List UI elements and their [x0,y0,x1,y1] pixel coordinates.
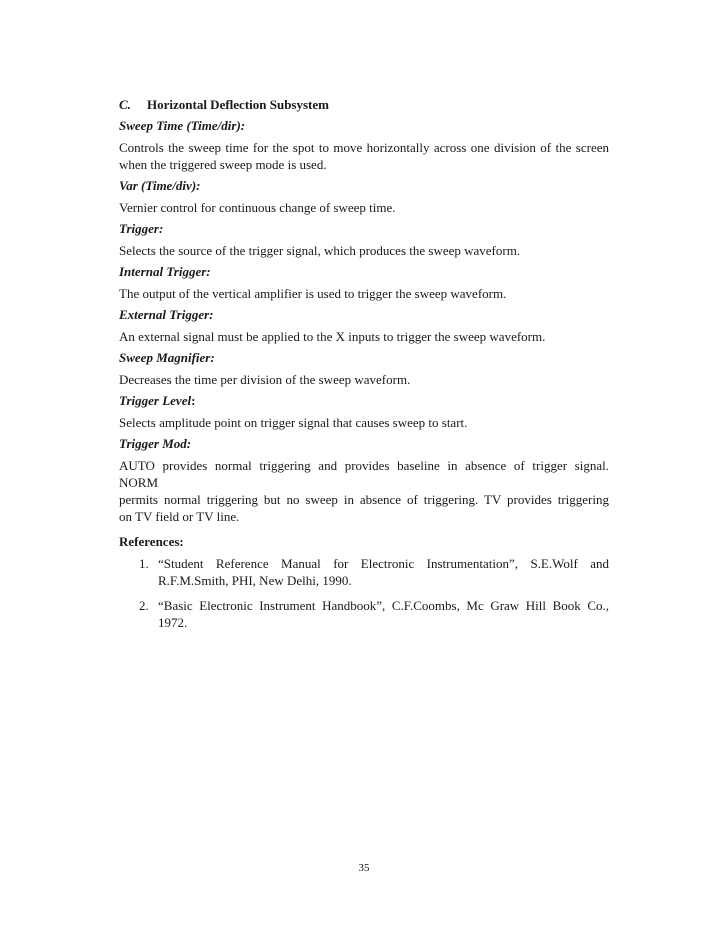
reference-line: “Basic Electronic Instrument Handbook”, C.F.Coombs, Mc Graw Hill Book Co., [158,598,609,613]
reference-line: 1972. [158,615,188,630]
reference-number: 1. [139,556,149,571]
section-title: Horizontal Deflection Subsystem [147,97,329,112]
reference-line: R.F.M.Smith, PHI, New Delhi, 1990. [158,573,352,588]
references-list [119,555,609,631]
term-trigger-level [119,392,609,409]
desc-trigger-mod [119,457,609,525]
reference-line: “Student Reference Manual for Electronic Instrumentation”, S.E.Wolf and [158,556,609,571]
page-number: 35 [358,862,370,874]
desc-line: NORM [119,475,159,490]
desc-trigger-level [119,414,609,431]
term-sweep-time: Sweep Time (Time/dir): [119,118,246,133]
desc-line: Vernier control for continuous change of sweep time. [119,200,396,215]
document-body [119,96,609,639]
term-internal-trigger: Internal Trigger: [119,264,211,279]
desc-line: Selects amplitude point on trigger signal that causes sweep to start. [119,415,468,430]
desc-line: Controls the sweep time for the spot to move horizontally across one division of the screen [119,140,609,155]
desc-line: Decreases the time per division of the sweep waveform. [119,372,411,387]
term-trigger-level-colon: : [191,393,196,408]
section-heading [119,96,609,113]
desc-external-trigger [119,328,609,345]
term-trigger-level-label: Trigger Level [119,393,192,408]
desc-line: The output of the vertical amplifier is used to trigger the sweep waveform. [119,286,507,301]
term-var: Var (Time/div): [119,178,201,193]
desc-line: when the triggered sweep mode is used. [119,157,327,172]
desc-line: permits normal triggering but no sweep in absence of triggering. TV provides triggering [119,492,609,507]
reference-number: 2. [139,598,149,613]
term-external-trigger: External Trigger: [119,307,214,322]
reference-item [119,597,609,631]
desc-sweep-time [119,139,609,173]
reference-item [119,555,609,589]
desc-line: AUTO provides normal triggering and provides baseline in absence of trigger signal. [119,458,609,473]
desc-line: An external signal must be applied to the X inputs to trigger the sweep waveform. [119,329,546,344]
term-trigger: Trigger: [119,221,164,236]
references-title: References: [119,534,184,549]
desc-trigger [119,242,609,259]
desc-line: Selects the source of the trigger signal, which produces the sweep waveform. [119,243,521,258]
desc-line: on TV field or TV line. [119,509,240,524]
section-letter: C. [119,97,131,112]
desc-sweep-magnifier [119,371,609,388]
desc-internal-trigger [119,285,609,302]
term-trigger-mod: Trigger Mod: [119,436,192,451]
term-sweep-magnifier: Sweep Magnifier: [119,350,215,365]
desc-var [119,199,609,216]
